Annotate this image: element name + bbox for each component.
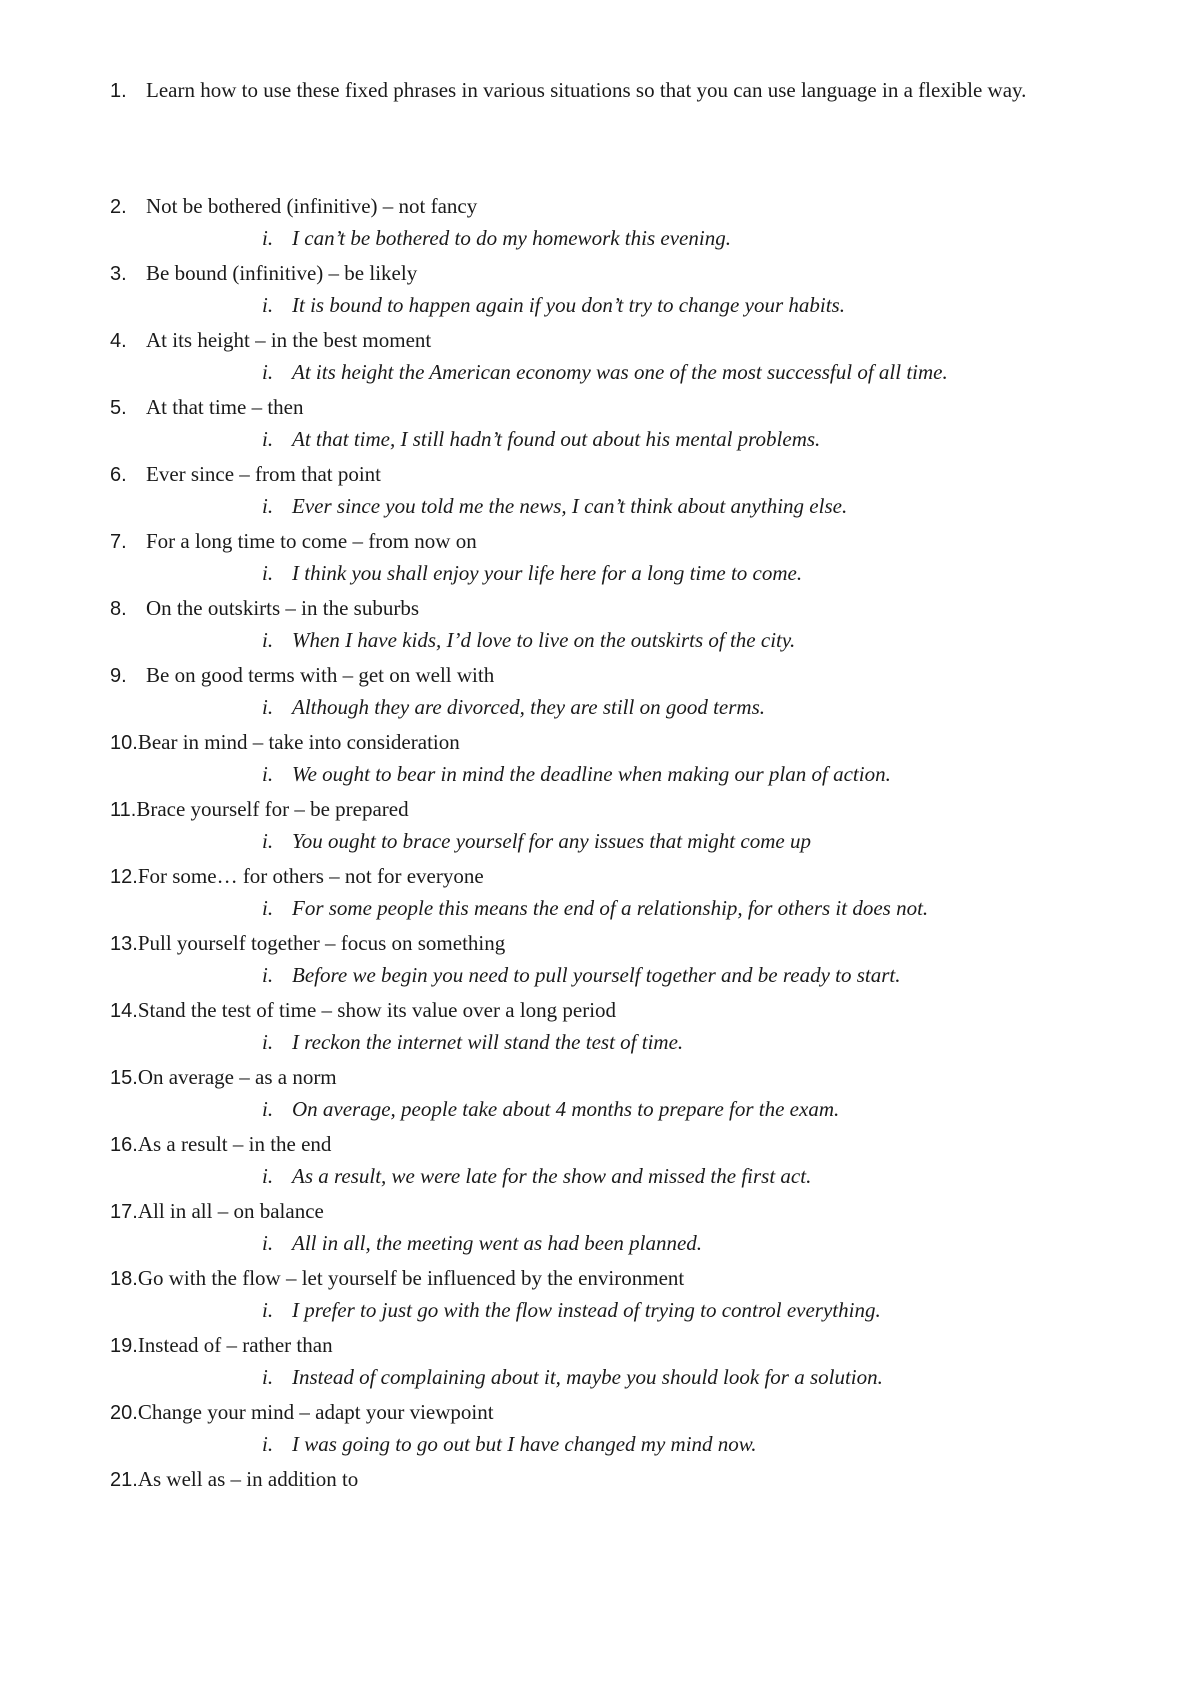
item-number: 1. [110,80,127,102]
example-sentence [262,490,1162,523]
item-number: 6. [110,464,127,486]
example-marker: i. [262,829,274,853]
item-number: 9. [110,665,127,687]
example-marker: i. [262,1365,274,1389]
item-number: 14. [110,1000,138,1022]
example-text: As a result, we were late for the show and missed the first act. [292,1164,812,1188]
example-text: Although they are divorced, they are still on good terms. [292,695,765,719]
example-text: Instead of complaining about it, maybe you should look for a solution. [292,1365,883,1389]
item-number: 19. [110,1335,138,1357]
example-marker: i. [262,494,274,518]
list-item [110,324,1140,358]
item-number: 17. [110,1201,138,1223]
phrase-text: For some… for others – not for everyone [137,864,484,888]
item-number: 8. [110,598,127,620]
example-sentence [262,624,1162,657]
phrase-text: For a long time to come – from now on [146,529,477,553]
item-number: 10. [110,732,138,754]
example-text: Ever since you told me the news, I can’t think about anything else. [292,494,848,518]
list-item [110,726,1140,760]
list-item [110,994,1140,1028]
item-number: 2. [110,196,127,218]
example-text: I can’t be bothered to do my homework this evening. [292,226,731,250]
list-item [110,659,1140,693]
example-sentence [262,691,1162,724]
example-sentence [262,1361,1162,1394]
phrase-text: All in all – on balance [137,1199,324,1223]
phrase-text: Be on good terms with – get on well with [146,663,495,687]
example-marker: i. [262,695,274,719]
example-text: On average, people take about 4 months to prepare for the exam. [292,1097,840,1121]
example-sentence [262,758,1162,791]
phrase-text: At that time – then [146,395,304,419]
example-sentence [262,423,1162,456]
example-sentence [262,356,1162,389]
example-marker: i. [262,1298,274,1322]
phrase-text: Go with the flow – let yourself be influenced by the environment [137,1266,685,1290]
example-marker: i. [262,896,274,920]
example-marker: i. [262,1231,274,1255]
item-number: 15. [110,1067,138,1089]
item-number: 4. [110,330,127,352]
list-item [110,592,1140,626]
example-sentence [262,1093,1162,1126]
example-sentence [262,892,1162,925]
example-text: I think you shall enjoy your life here for a long time to come. [292,561,803,585]
example-sentence [262,222,1162,255]
example-marker: i. [262,360,274,384]
list-item [110,793,1140,827]
example-marker: i. [262,1097,274,1121]
example-marker: i. [262,963,274,987]
item-number: 11. [110,799,137,821]
example-sentence [262,959,1162,992]
example-text: It is bound to happen again if you don’t try to change your habits. [292,293,845,317]
list-item [110,927,1140,961]
example-sentence [262,1428,1162,1461]
item-number: 16. [110,1134,138,1156]
item-number: 18. [110,1268,138,1290]
list-item [110,1396,1140,1430]
list-item [110,257,1140,291]
example-marker: i. [262,226,274,250]
example-text: I prefer to just go with the flow instead of trying to control everything. [292,1298,881,1322]
list-item [110,1128,1140,1162]
example-marker: i. [262,1164,274,1188]
list-item [110,391,1140,425]
list-item [110,860,1140,894]
phrase-text: As a result – in the end [137,1132,332,1156]
list-item [110,458,1140,492]
example-text: You ought to brace yourself for any issues that might come up [292,829,811,853]
example-sentence [262,557,1162,590]
list-item [110,1329,1140,1363]
item-number: 21. [110,1469,138,1491]
list-item [110,190,1140,224]
list-item [110,1061,1140,1095]
phrase-text: Not be bothered (infinitive) – not fancy [146,194,478,218]
phrase-text: Stand the test of time – show its value over a long period [137,998,617,1022]
example-sentence [262,1026,1162,1059]
list-item [110,1195,1140,1229]
phrase-text: Brace yourself for – be prepared [136,797,409,821]
item-number: 20. [110,1402,138,1424]
phrase-text: At its height – in the best moment [146,328,432,352]
example-sentence [262,1294,1162,1327]
example-text: When I have kids, I’d love to live on the outskirts of the city. [292,628,796,652]
example-marker: i. [262,762,274,786]
list-item-intro [110,74,1140,108]
example-text: All in all, the meeting went as had been planned. [292,1231,703,1255]
example-text: Before we begin you need to pull yourself together and be ready to start. [292,963,901,987]
phrase-text: Pull yourself together – focus on something [137,931,506,955]
list-item [110,1262,1140,1296]
example-sentence [262,289,1162,322]
example-text: We ought to bear in mind the deadline when making our plan of action. [292,762,891,786]
phrase-text: Instead of – rather than [137,1333,333,1357]
phrase-text: Be bound (infinitive) – be likely [146,261,418,285]
phrase-text: Ever since – from that point [146,462,382,486]
item-text: Learn how to use these fixed phrases in various situations so that you can use language in a flexible way. [146,78,1027,102]
item-number: 3. [110,263,127,285]
phrase-text: As well as – in addition to [137,1467,359,1491]
item-number: 12. [110,866,138,888]
phrase-text: On the outskirts – in the suburbs [146,596,419,620]
example-text: At its height the American economy was one of the most successful of all time. [292,360,948,384]
list-item [110,525,1140,559]
item-number: 13. [110,933,138,955]
item-number: 5. [110,397,127,419]
example-text: I was going to go out but I have changed my mind now. [292,1432,757,1456]
list-item [110,1463,1140,1497]
example-text: I reckon the internet will stand the test of time. [292,1030,684,1054]
phrase-text: On average – as a norm [137,1065,337,1089]
item-number: 7. [110,531,127,553]
example-sentence [262,1160,1162,1193]
example-sentence [262,825,1162,858]
example-marker: i. [262,293,274,317]
example-marker: i. [262,561,274,585]
example-marker: i. [262,427,274,451]
phrase-text: Bear in mind – take into consideration [137,730,460,754]
example-text: At that time, I still hadn’t found out about his mental problems. [292,427,821,451]
example-text: For some people this means the end of a relationship, for others it does not. [292,896,929,920]
example-marker: i. [262,1432,274,1456]
example-marker: i. [262,628,274,652]
example-marker: i. [262,1030,274,1054]
example-sentence [262,1227,1162,1260]
phrase-text: Change your mind – adapt your viewpoint [137,1400,494,1424]
